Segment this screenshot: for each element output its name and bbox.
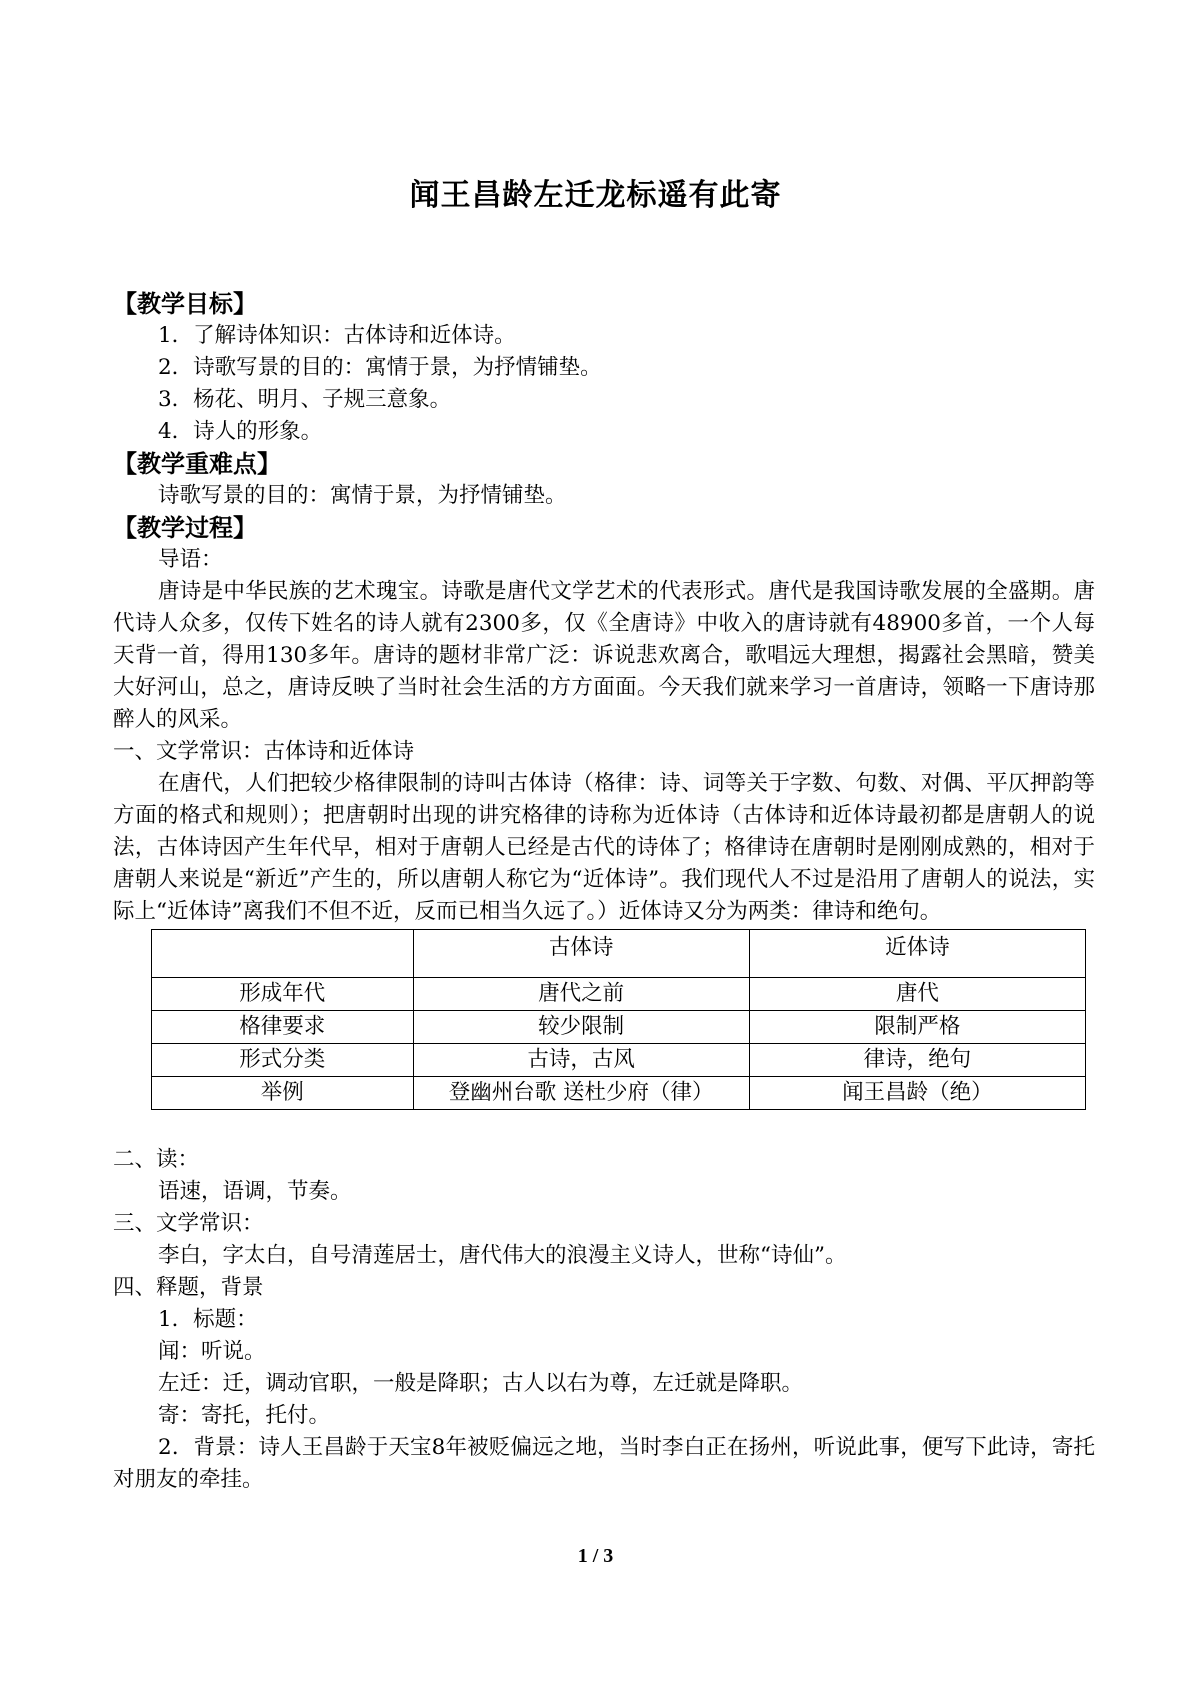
part1-paragraph: 在唐代，人们把较少格律限制的诗叫古体诗（格律：诗、词等关于字数、句数、对偶、平仄押韵等方面的格式和规则）；把唐朝时出现的讲究格律的诗称为近体诗（古体诗和近体诗最初都是唐朝人的说法，古体诗因产生年代早，相对于唐朝人已经是古代的诗体了；格律诗在唐朝时是刚刚成熟的，相对于唐朝人来说是“新近”产生的，所以唐朝人称它为“近体诗”。我们现代人不过是沿用了唐朝人的说法，实际上“近体诗”离我们不但不近，反而已相当久远了。）近体诗又分为两类：律诗和绝句。 xyxy=(113,771,1095,924)
process-heading: 【教学过程】 xyxy=(113,514,257,542)
table-cell: 唐代 xyxy=(749,978,1085,1011)
table-cell: 限制严格 xyxy=(749,1011,1085,1044)
comparison-table-wrapper xyxy=(151,929,1086,1110)
part2-heading: 二、读： xyxy=(113,1147,200,1172)
part2-text: 语速，语调，节奏。 xyxy=(158,1179,352,1204)
table-cell: 律诗，绝句 xyxy=(749,1044,1085,1077)
intro-paragraph: 唐诗是中华民族的艺术瑰宝。诗歌是唐代文学艺术的代表形式。唐代是我国诗歌发展的全盛期。唐代诗人众多，仅传下姓名的诗人就有2300多，仅《全唐诗》中收入的唐诗就有48900多首，一个人每天背一首，得用130多年。唐诗的题材非常广泛：诉说悲欢离合，歌唱远大理想，揭露社会黑暗，赞美大好河山，总之，唐诗反映了当时社会生活的方方面面。今天我们就来学习一首唐诗，领略一下唐诗那醉人的风采。 xyxy=(113,579,1095,732)
document-title: 闻王昌龄左迁龙标遥有此寄 xyxy=(409,178,782,213)
definition-wen: 闻：听说。 xyxy=(158,1339,266,1364)
table-header-cell: 古体诗 xyxy=(413,930,749,978)
table-header-row xyxy=(152,930,1086,978)
intro-label: 导语： xyxy=(158,547,223,572)
table-header-cell: 近体诗 xyxy=(749,930,1085,978)
comparison-table xyxy=(151,929,1086,1110)
part4-subheading-title: 1．标题： xyxy=(158,1307,258,1332)
goal-item: 2．诗歌写景的目的：寓情于景，为抒情铺垫。 xyxy=(158,355,602,380)
spacer xyxy=(113,1110,1095,1144)
key-points-heading: 【教学重难点】 xyxy=(113,450,281,478)
part4-heading: 四、释题，背景 xyxy=(113,1275,264,1300)
table-cell: 形成年代 xyxy=(152,978,414,1011)
table-row xyxy=(152,978,1086,1011)
part3-text: 李白，字太白，自号清莲居士，唐代伟大的浪漫主义诗人，世称“诗仙”。 xyxy=(158,1243,847,1268)
table-row xyxy=(152,1044,1086,1077)
goal-item: 3．杨花、明月、子规三意象。 xyxy=(158,387,452,412)
table-cell: 唐代之前 xyxy=(413,978,749,1011)
goal-item: 4．诗人的形象。 xyxy=(158,419,323,444)
definition-zuoqian: 左迁：迁，调动官职，一般是降职；古人以右为尊，左迁就是降职。 xyxy=(158,1371,804,1396)
table-row xyxy=(152,1077,1086,1110)
table-header-cell xyxy=(152,930,414,978)
goals-heading: 【教学目标】 xyxy=(113,290,257,318)
table-cell: 举例 xyxy=(152,1077,414,1110)
table-cell: 登幽州台歌 送杜少府（律） xyxy=(413,1077,749,1110)
document-body xyxy=(113,288,1095,1496)
background-paragraph: 2．背景：诗人王昌龄于天宝8年被贬偏远之地，当时李白正在扬州，听说此事，便写下此诗，寄托对朋友的牵挂。 xyxy=(113,1435,1095,1492)
table-cell: 较少限制 xyxy=(413,1011,749,1044)
table-cell: 形式分类 xyxy=(152,1044,414,1077)
table-row xyxy=(152,1011,1086,1044)
definition-ji: 寄：寄托，托付。 xyxy=(158,1403,331,1428)
table-cell: 闻王昌龄（绝） xyxy=(749,1077,1085,1110)
goal-item: 1．了解诗体知识：古体诗和近体诗。 xyxy=(158,323,516,348)
part1-heading: 一、文学常识：古体诗和近体诗 xyxy=(113,739,415,764)
page-number: 1 / 3 xyxy=(577,1545,614,1567)
table-cell: 格律要求 xyxy=(152,1011,414,1044)
part3-heading: 三、文学常识： xyxy=(113,1211,264,1236)
key-points-text: 诗歌写景的目的：寓情于景，为抒情铺垫。 xyxy=(158,483,567,508)
table-cell: 古诗，古风 xyxy=(413,1044,749,1077)
